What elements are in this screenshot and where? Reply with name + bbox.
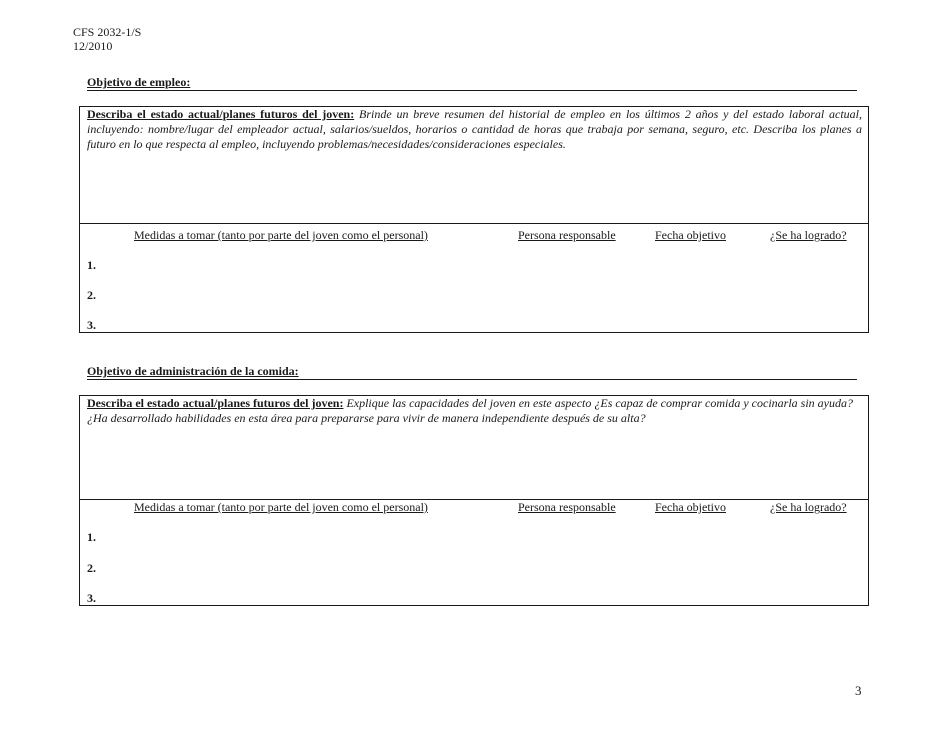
employment-col-target-date: Fecha objetivo — [655, 228, 726, 242]
meal-desc-instructions: Explique las capacidades del joven en este aspecto ¿Es capaz de comprar comida y cocinarla sin ayuda? ¿Ha desarrollado habilidades en esta área para prepararse para vivir de manera independiente después de su alta? — [87, 396, 853, 425]
employment-col-responsible: Persona responsable — [518, 228, 616, 242]
employment-row-1[interactable]: 1. — [87, 258, 96, 272]
meal-objective-line[interactable] — [87, 364, 857, 380]
employment-col-actions: Medidas a tomar (tanto por parte del joven como el personal) — [134, 228, 428, 242]
meal-row-3[interactable]: 3. — [87, 591, 96, 605]
page-number: 3 — [855, 683, 862, 698]
meal-row-2[interactable]: 2. — [87, 561, 96, 575]
meal-objective-label: Objetivo de administración de la comida: — [87, 364, 299, 378]
meal-col-actions: Medidas a tomar (tanto por parte del joven como el personal) — [134, 500, 428, 514]
meal-col-responsible: Persona responsable — [518, 500, 616, 514]
employment-objective-line[interactable] — [87, 75, 857, 91]
meal-col-target-date: Fecha objetivo — [655, 500, 726, 514]
employment-box — [79, 106, 869, 333]
employment-description[interactable] — [87, 107, 862, 152]
employment-col-achieved: ¿Se ha logrado? — [770, 228, 847, 242]
form-code — [73, 25, 141, 53]
meal-description[interactable] — [87, 396, 862, 426]
meal-desc-heading: Describa el estado actual/planes futuros del joven: — [87, 396, 344, 410]
employment-row-2[interactable]: 2. — [87, 288, 96, 302]
form-number: CFS 2032-1/S — [73, 25, 142, 39]
form-date: 12/2010 — [73, 39, 113, 53]
meal-box — [79, 395, 869, 606]
meal-row-1[interactable]: 1. — [87, 530, 96, 544]
employment-separator — [80, 223, 868, 224]
meal-col-achieved: ¿Se ha logrado? — [770, 500, 847, 514]
employment-objective-label: Objetivo de empleo: — [87, 75, 191, 89]
employment-desc-heading: Describa el estado actual/planes futuros del joven: — [87, 107, 355, 121]
employment-row-3[interactable]: 3. — [87, 318, 96, 332]
employment-desc-instructions: Brinde un breve resumen del historial de empleo en los últimos 2 años y del estado laboral actual, incluyendo: nombre/lugar del empleador actual, salarios/sueldos, horarios o cantidad de horas que trabaja por semana, seguro, etc. Describa los planes a futuro en lo que respecta al empleo, incluyendo problemas/necesidades/consideraciones especiales. — [87, 107, 862, 151]
